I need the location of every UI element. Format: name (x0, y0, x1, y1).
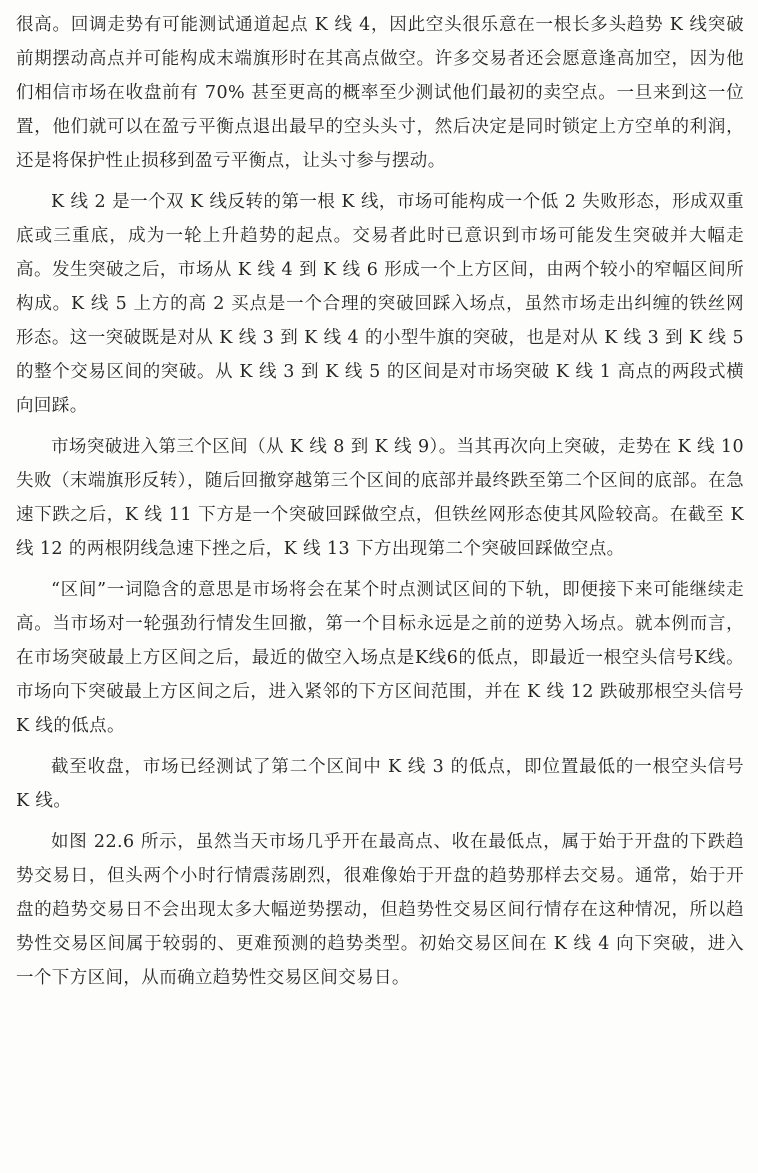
paragraph-5: 截至收盘，市场已经测试了第二个区间中 K 线 3 的低点，即位置最低的一根空头信号 K 线。 (16, 757, 744, 811)
paragraph-6: 如图 22.6 所示，虽然当天市场几乎开在最高点、收在最低点，属于始于开盘的下跌趋势交易日，但头两个小时行情震荡剧烈，很难像始于开盘的趋势那样去交易。通常，始于开盘的趋势交易日不会出现太多大幅逆势摆动，但趋势性交易区间行情存在这种情况，所以趋势性交易区间属于较弱的、更难预测的趋势类型。初始交易区间在 K 线 4 向下突破，进入一个下方区间，从而确立趋势性交易区间交易日。 (16, 832, 744, 988)
paragraph-1: 很高。回调走势有可能测试通道起点 K 线 4，因此空头很乐意在一根长多头趋势 K 线突破前期摆动高点并可能构成末端旗形时在其高点做空。许多交易者还会愿意逢高加空，因为他们相信市场在收盘前有 70% 甚至更高的概率至少测试他们最初的卖空点。一旦来到这一位置，他们就可以在盈亏平衡点退出最早的空头头寸，然后决定是同时锁定上方空单的利润，还是将保护性止损移到盈亏平衡点，让头寸参与摆动。 (16, 15, 744, 171)
paragraph-2: K 线 2 是一个双 K 线反转的第一根 K 线，市场可能构成一个低 2 失败形态，形成双重底或三重底，成为一轮上升趋势的起点。交易者此时已意识到市场可能发生突破并大幅走高。发生突破之后，市场从 K 线 4 到 K 线 6 形成一个上方区间，由两个较小的窄幅区间所构成。K 线 5 上方的高 2 买点是一个合理的突破回踩入场点，虽然市场走出纠缠的铁丝网形态。这一突破既是对从 K 线 3 到 K 线 4 的小型牛旗的突破，也是对从 K 线 3 到 K 线 5 的整个交易区间的突破。从 K 线 3 到 K 线 5 的区间是对市场突破 K 线 1 高点的两段式横向回踩。 (16, 192, 744, 416)
paragraph-4: “区间”一词隐含的意思是市场将会在某个时点测试区间的下轨，即便接下来可能继续走高。当市场对一轮强劲行情发生回撤，第一个目标永远是之前的逆势入场点。就本例而言，在市场突破最上方区间之后，最近的做空入场点是K线6的低点，即最近一根空头信号K线。市场向下突破最上方区间之后，进入紧邻的下方区间范围，并在 K 线 12 跌破那根空头信号 K 线的低点。 (16, 580, 744, 736)
paragraph-3: 市场突破进入第三个区间（从 K 线 8 到 K 线 9）。当其再次向上突破，走势在 K 线 10 失败（末端旗形反转），随后回撤穿越第三个区间的底部并最终跌至第二个区间的底部。在急速下跌之后，K 线 11 下方是一个突破回踩做空点，但铁丝网形态使其风险较高。在截至 K 线 12 的两根阴线急速下挫之后，K 线 13 下方出现第二个突破回踩做空点。 (16, 437, 744, 559)
